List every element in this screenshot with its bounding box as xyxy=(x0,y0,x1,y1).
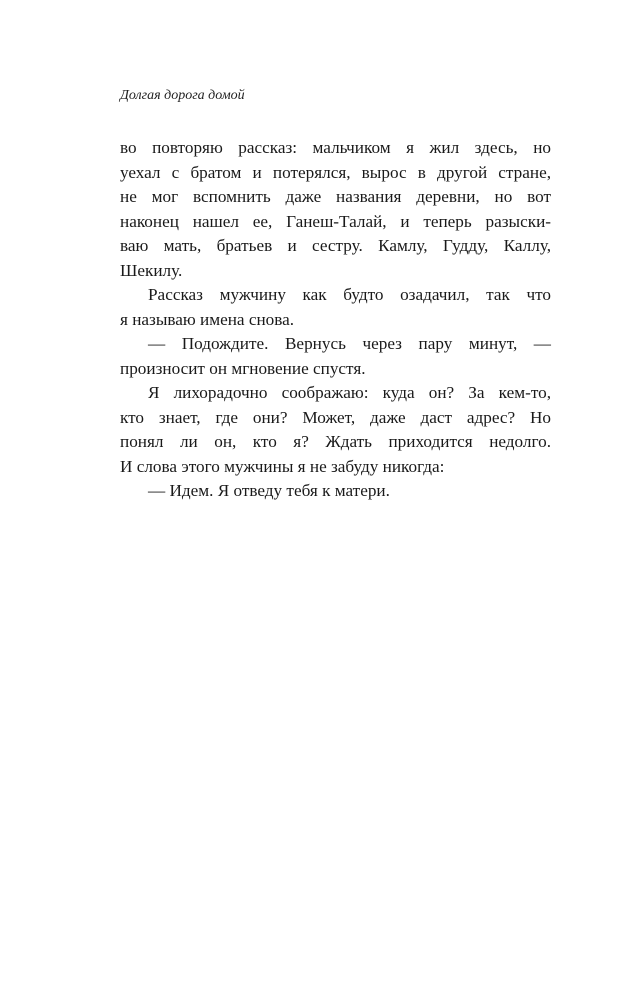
paragraph xyxy=(120,283,551,332)
text-line: понял ли он, кто я? Ждать приходится недолго. xyxy=(120,432,551,451)
text-line: И слова этого мужчины я не забуду никогда: xyxy=(120,456,445,476)
text-line: кто знает, где они? Может, даже даст адрес? Но xyxy=(120,407,551,427)
text-line: уехал с братом и потерялся, вырос в другой стране, xyxy=(120,162,551,182)
text-line: Я лихорадочно соображаю: куда он? За кем-то, xyxy=(148,383,551,402)
text-line: ваю мать, братьев и сестру. Камлу, Гудду, Каллу, xyxy=(120,236,551,255)
text-line: во повторяю рассказ: мальчиком я жил здесь, но xyxy=(120,138,551,157)
text-line: наконец нашел ее, Ганеш-Талай, и теперь разыски- xyxy=(120,211,551,231)
paragraph xyxy=(120,332,551,381)
page-body-text xyxy=(120,136,551,504)
text-line: Шекилу. xyxy=(120,260,183,280)
paragraph xyxy=(120,381,551,479)
text-line: — Подождите. Вернусь через пару минут, — xyxy=(148,334,551,353)
text-line: не мог вспомнить даже названия деревни, но вот xyxy=(120,187,551,206)
running-header: Долгая дорога домой xyxy=(120,88,245,103)
text-line: произносит он мгновение спустя. xyxy=(120,358,366,378)
paragraph xyxy=(120,479,551,504)
text-line: Рассказ мужчину как будто озадачил, так что xyxy=(148,285,551,304)
text-line: я называю имена снова. xyxy=(120,309,295,329)
paragraph xyxy=(120,136,551,283)
text-line: — Идем. Я отведу тебя к матери. xyxy=(148,481,390,500)
